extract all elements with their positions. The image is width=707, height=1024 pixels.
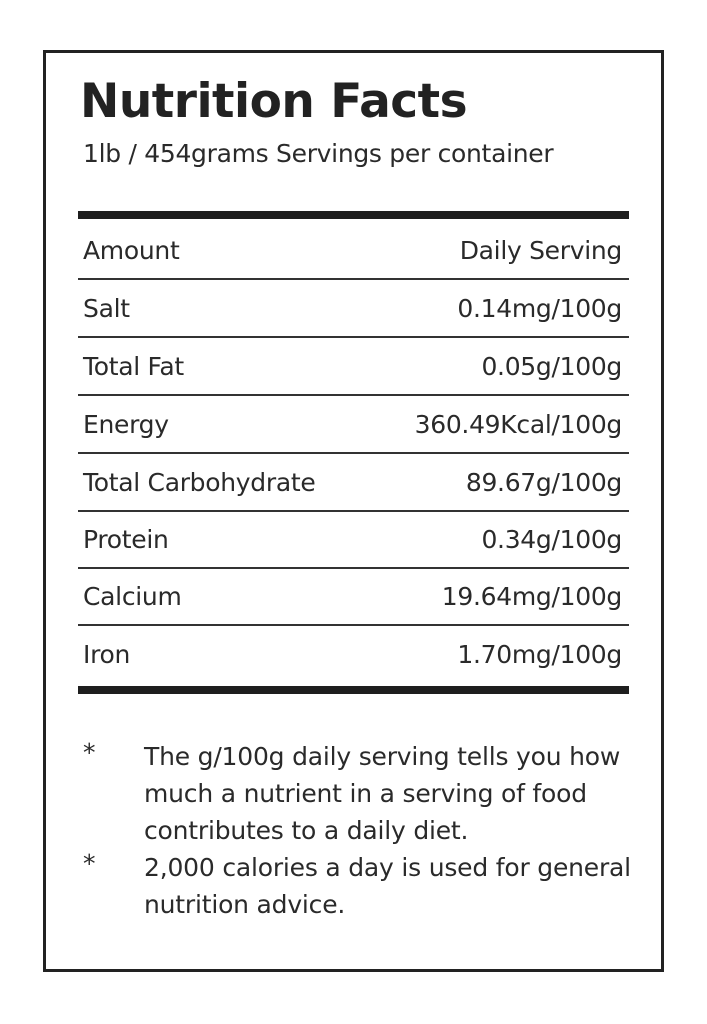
bottom-thick-rule	[78, 686, 629, 694]
nutrient-value: 1.70mg/100g	[457, 640, 622, 669]
table-header-row	[78, 222, 629, 280]
footnote-text: 2,000 calories a day is used for general nutrition advice.	[144, 853, 631, 919]
header-amount: Amount	[83, 236, 180, 265]
nutrient-name: Protein	[83, 525, 169, 554]
nutrient-value: 0.34g/100g	[481, 525, 622, 554]
table-row	[78, 280, 629, 338]
nutrient-value: 0.05g/100g	[481, 352, 622, 381]
nutrient-name: Salt	[83, 294, 130, 323]
nutrient-value: 0.14mg/100g	[457, 294, 622, 323]
nutrient-value: 19.64mg/100g	[441, 582, 622, 611]
top-thick-rule	[78, 211, 629, 219]
table-row	[78, 396, 629, 454]
asterisk-marker: *	[83, 849, 96, 878]
table-row	[78, 338, 629, 396]
asterisk-marker: *	[83, 738, 96, 767]
header-daily-serving: Daily Serving	[459, 236, 622, 265]
nutrient-value: 360.49Kcal/100g	[414, 410, 622, 439]
table-row	[78, 511, 629, 569]
footnote-text: The g/100g daily serving tells you how much a nutrient in a serving of food contributes to a daily diet.	[144, 742, 621, 845]
serving-size-text: 1lb / 454grams Servings per container	[83, 139, 554, 168]
nutrient-name: Total Fat	[83, 352, 184, 381]
label-title: Nutrition Facts	[80, 74, 468, 129]
nutrient-value: 89.67g/100g	[465, 468, 622, 497]
nutrient-name: Iron	[83, 640, 131, 669]
table-row	[78, 454, 629, 512]
nutrient-name: Energy	[83, 410, 169, 439]
nutrient-name: Total Carbohydrate	[83, 468, 316, 497]
nutrient-name: Calcium	[83, 582, 182, 611]
table-row	[78, 626, 629, 684]
table-row	[78, 568, 629, 626]
